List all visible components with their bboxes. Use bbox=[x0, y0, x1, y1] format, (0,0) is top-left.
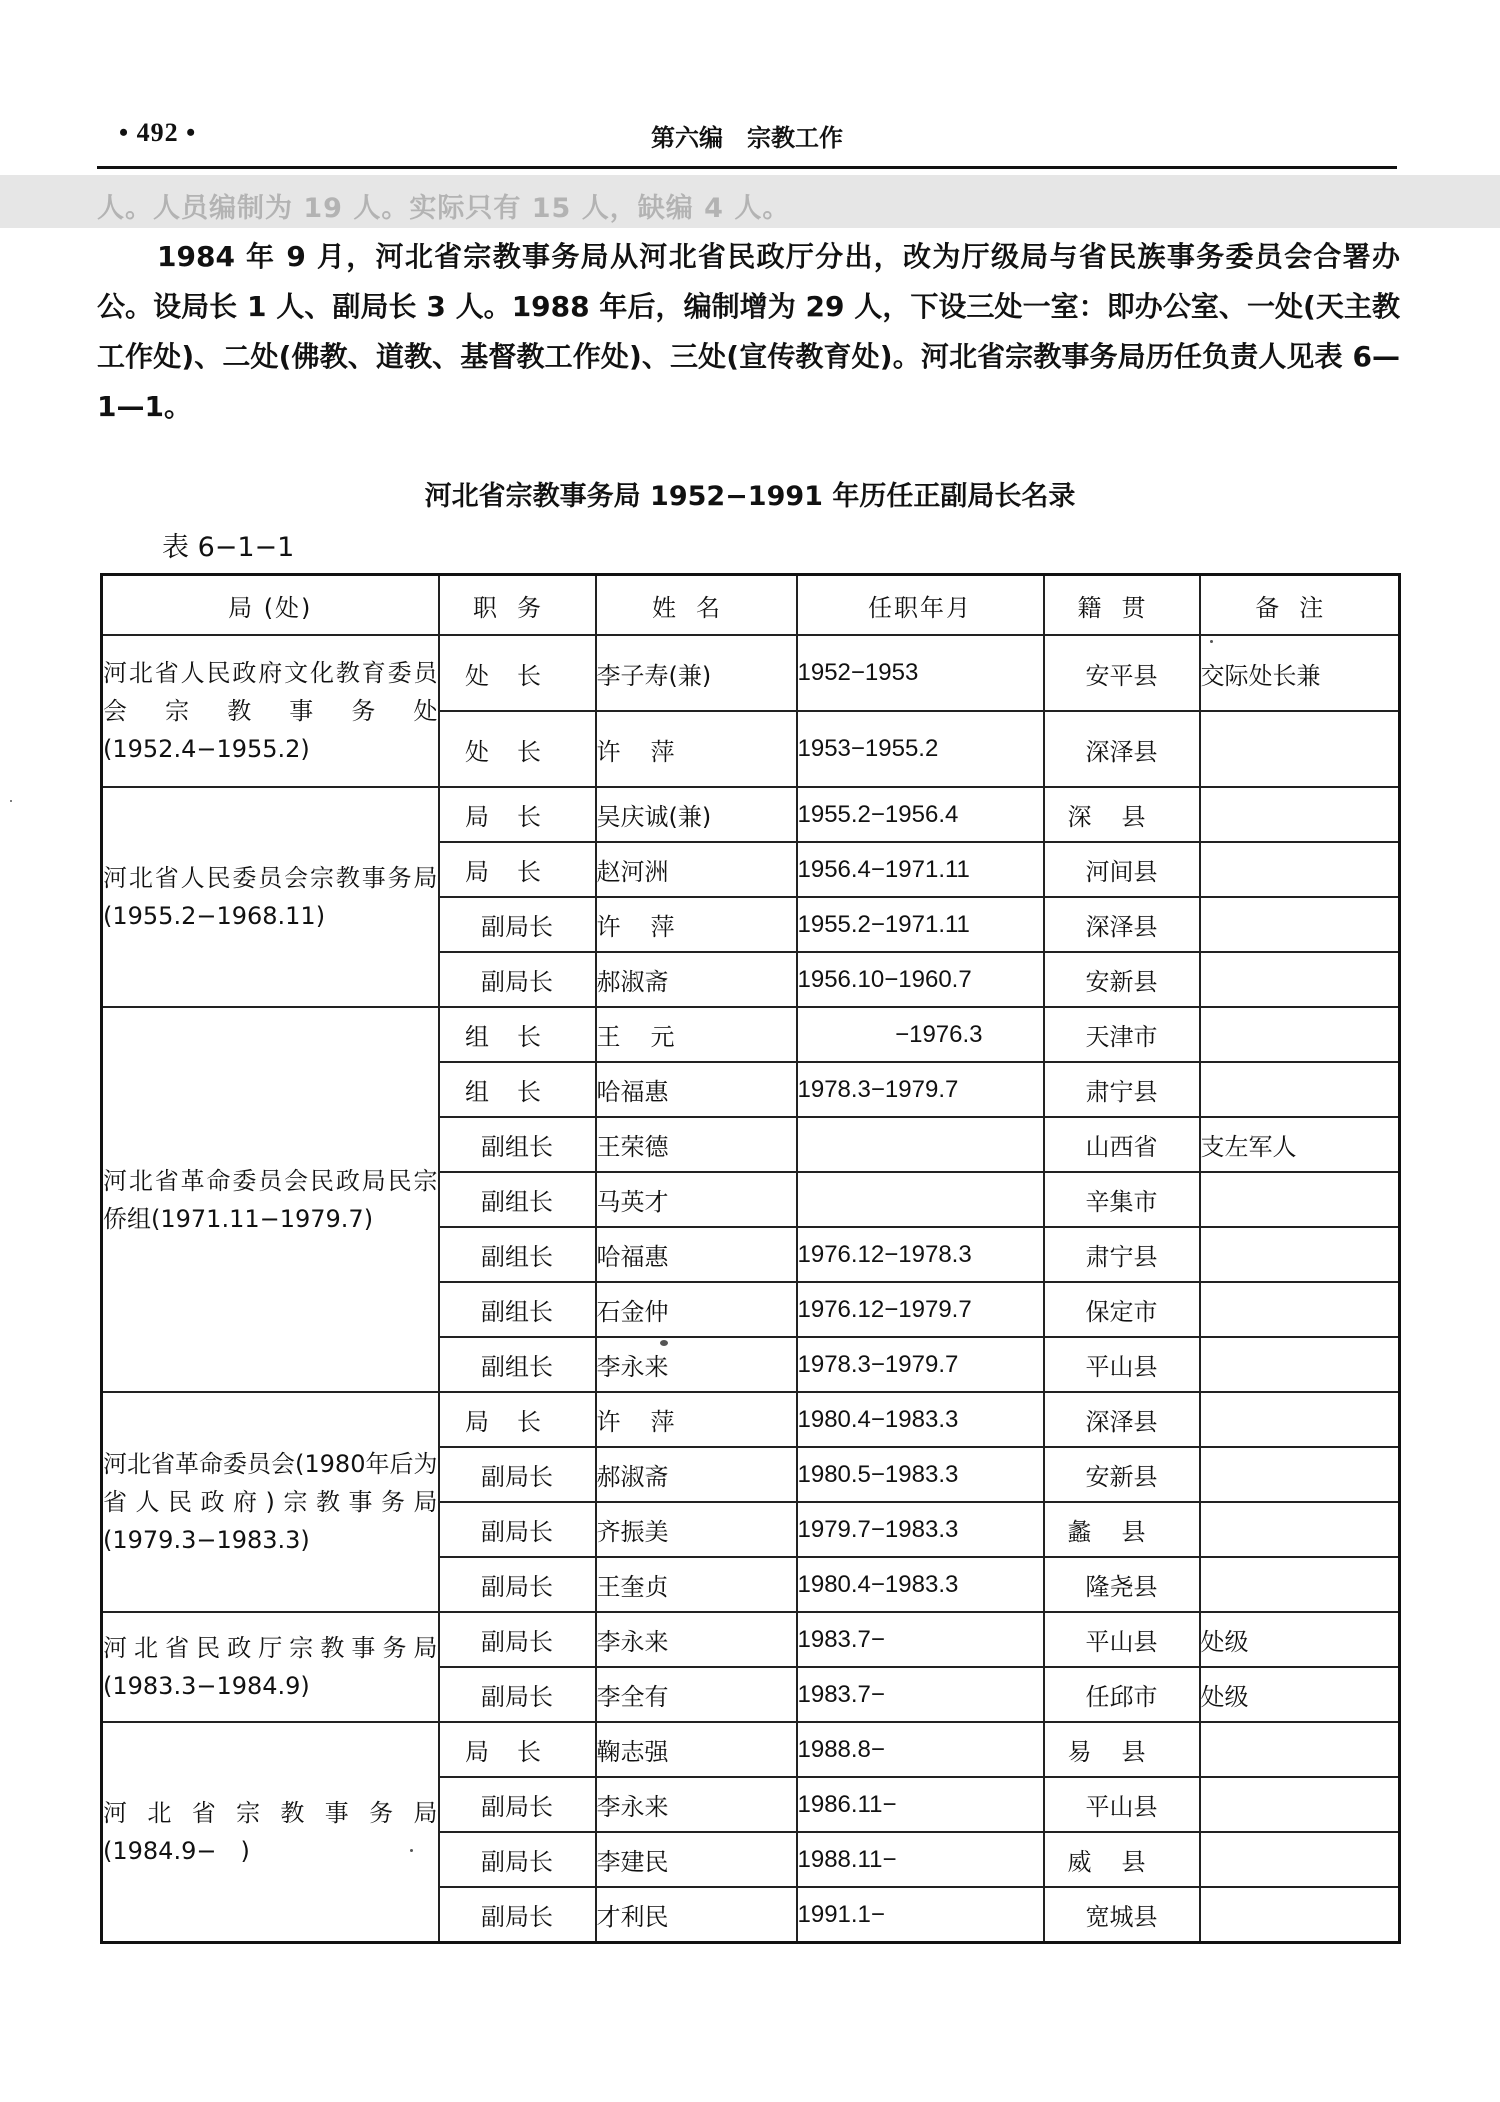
org-cell: 河北省革命委员会(1980年后为省人民政府)宗教事务局(1979.3−1983.3) bbox=[102, 1392, 439, 1612]
term-cell bbox=[797, 1557, 1044, 1612]
header-origin: 籍贯 bbox=[1044, 575, 1200, 636]
org-cell: 河北省人民委员会宗教事务局(1955.2−1968.11) bbox=[102, 787, 439, 1007]
term-cell-text: 1955.2−1956.4 bbox=[797, 800, 959, 828]
scan-speck bbox=[660, 1340, 668, 1346]
name-cell-text: 李建民 bbox=[596, 1848, 669, 1876]
term-cell bbox=[797, 1282, 1044, 1337]
name-cell bbox=[596, 1227, 797, 1282]
origin-cell-text: 肃宁县 bbox=[1085, 1243, 1158, 1271]
name-cell-text: 王荣德 bbox=[596, 1133, 669, 1161]
body-paragraph: 1984 年 9 月，河北省宗教事务局从河北省民政厅分出，改为厅级局与省民族事务委员会合署办公。设局长 1 人、副局长 3 人。1988 年后，编制增为 29 人，下设三处一室：即办公室、一处(天主教工作处)、二处(佛教、道教、基督教工作处)、三处(宣传教育处)。河北省宗教事务局历任负责人见表 6—1—1。 bbox=[97, 240, 1400, 423]
role-cell bbox=[439, 1007, 596, 1062]
org-cell: 河北省人民政府文化教育委员会宗教事务处(1952.4−1955.2) bbox=[102, 635, 439, 787]
role-cell-text: 副组长 bbox=[481, 1298, 553, 1326]
term-cell bbox=[797, 1667, 1044, 1722]
origin-cell-text: 肃宁县 bbox=[1085, 1078, 1158, 1106]
name-cell bbox=[596, 1172, 797, 1227]
note-cell-text: 处级 bbox=[1200, 1628, 1249, 1656]
role-cell-text: 副局长 bbox=[481, 913, 553, 941]
role-cell bbox=[439, 1557, 596, 1612]
name-cell-text: 才利民 bbox=[596, 1903, 669, 1931]
origin-cell bbox=[1044, 1722, 1200, 1777]
header-name: 姓名 bbox=[596, 575, 797, 636]
origin-cell bbox=[1044, 1777, 1200, 1832]
note-cell bbox=[1200, 1172, 1400, 1227]
role-cell bbox=[439, 1832, 596, 1887]
role-cell-text: 副局长 bbox=[481, 1518, 553, 1546]
table-row bbox=[102, 1392, 1400, 1447]
term-cell bbox=[797, 1062, 1044, 1117]
term-cell bbox=[797, 635, 1044, 711]
term-cell-text: 1991.1− bbox=[797, 1900, 885, 1928]
org-cell: 河北省民政厅宗教事务局(1983.3−1984.9) bbox=[102, 1612, 439, 1722]
name-cell-text: 李永来 bbox=[596, 1628, 669, 1656]
origin-cell bbox=[1044, 1667, 1200, 1722]
name-cell-text: 吴庆诚(兼) bbox=[596, 803, 712, 831]
role-cell bbox=[439, 1502, 596, 1557]
origin-cell-text: 平山县 bbox=[1085, 1793, 1158, 1821]
origin-cell bbox=[1044, 1392, 1200, 1447]
role-cell bbox=[439, 1612, 596, 1667]
role-cell bbox=[439, 787, 596, 842]
origin-cell bbox=[1044, 1117, 1200, 1172]
header-role: 职务 bbox=[439, 575, 596, 636]
role-cell-text: 副局长 bbox=[481, 1683, 553, 1711]
running-head bbox=[97, 118, 1397, 158]
term-cell-text: 1978.3−1979.7 bbox=[797, 1075, 959, 1103]
origin-cell bbox=[1044, 1832, 1200, 1887]
role-cell bbox=[439, 952, 596, 1007]
name-cell bbox=[596, 1887, 797, 1943]
role-cell-text: 组长 bbox=[465, 1023, 569, 1051]
origin-cell bbox=[1044, 1282, 1200, 1337]
role-cell-text: 副组长 bbox=[481, 1188, 553, 1216]
term-cell bbox=[797, 897, 1044, 952]
name-cell-text: 哈福惠 bbox=[596, 1243, 669, 1271]
note-cell-text: 交际处长兼 bbox=[1200, 661, 1321, 690]
note-cell bbox=[1200, 787, 1400, 842]
origin-cell-text: 平山县 bbox=[1085, 1628, 1158, 1656]
name-cell-text: 李永来 bbox=[596, 1353, 669, 1381]
origin-cell-text: 辛集市 bbox=[1085, 1188, 1158, 1216]
header-org: 局 (处) bbox=[102, 575, 439, 636]
name-cell bbox=[596, 1667, 797, 1722]
name-cell-text: 李子寿(兼) bbox=[596, 661, 712, 690]
term-cell-text: 1980.4−1983.3 bbox=[797, 1570, 959, 1598]
note-cell bbox=[1200, 1007, 1400, 1062]
section-title: 第六编 宗教工作 bbox=[651, 124, 843, 152]
term-cell-text: 1980.4−1983.3 bbox=[797, 1405, 959, 1433]
term-cell bbox=[797, 1337, 1044, 1392]
scan-speck bbox=[10, 800, 12, 802]
term-cell-text: 1953−1955.2 bbox=[797, 735, 939, 762]
table-row bbox=[102, 1722, 1400, 1777]
origin-cell-text: 安平县 bbox=[1085, 661, 1158, 690]
role-cell bbox=[439, 635, 596, 711]
origin-cell bbox=[1044, 711, 1200, 787]
term-cell bbox=[797, 1007, 1044, 1062]
faded-previous-line: 人。人员编制为 19 人。实际只有 15 人，缺编 4 人。 bbox=[97, 193, 791, 224]
name-cell bbox=[596, 1117, 797, 1172]
name-cell-text: 许萍 bbox=[596, 737, 705, 766]
role-cell bbox=[439, 1392, 596, 1447]
role-cell-text: 局长 bbox=[465, 803, 569, 831]
note-cell bbox=[1200, 711, 1400, 787]
name-cell bbox=[596, 1392, 797, 1447]
note-cell bbox=[1200, 1062, 1400, 1117]
table-label: 表 6−1−1 bbox=[162, 532, 295, 563]
origin-cell-text: 天津市 bbox=[1085, 1023, 1158, 1051]
role-cell bbox=[439, 897, 596, 952]
name-cell bbox=[596, 1557, 797, 1612]
term-cell bbox=[797, 1447, 1044, 1502]
name-cell-text: 郝淑斋 bbox=[596, 968, 669, 996]
name-cell bbox=[596, 711, 797, 787]
origin-cell bbox=[1044, 1887, 1200, 1943]
origin-cell bbox=[1044, 635, 1200, 711]
table-row bbox=[102, 635, 1400, 711]
role-cell-text: 副局长 bbox=[481, 1628, 553, 1656]
note-cell bbox=[1200, 1667, 1400, 1722]
role-cell bbox=[439, 1117, 596, 1172]
note-cell bbox=[1200, 1392, 1400, 1447]
role-cell-text: 局长 bbox=[465, 1738, 569, 1766]
name-cell-text: 哈福惠 bbox=[596, 1078, 669, 1106]
origin-cell-text: 深县 bbox=[1067, 803, 1176, 831]
origin-cell-text: 深泽县 bbox=[1085, 737, 1158, 766]
role-cell-text: 副局长 bbox=[481, 968, 553, 996]
table-title: 河北省宗教事务局 1952−1991 年历任正副局长名录 bbox=[424, 481, 1076, 512]
note-cell bbox=[1200, 1722, 1400, 1777]
origin-cell-text: 河间县 bbox=[1085, 858, 1158, 886]
name-cell-text: 李永来 bbox=[596, 1793, 669, 1821]
note-cell bbox=[1200, 1282, 1400, 1337]
origin-cell bbox=[1044, 1337, 1200, 1392]
term-cell-text: 1986.11− bbox=[797, 1790, 897, 1818]
name-cell-text: 赵河洲 bbox=[596, 858, 669, 886]
term-cell bbox=[797, 1777, 1044, 1832]
note-cell-text: 支左军人 bbox=[1200, 1133, 1297, 1161]
org-cell: 河北省革命委员会民政局民宗侨组(1971.11−1979.7) bbox=[102, 1007, 439, 1392]
origin-cell bbox=[1044, 842, 1200, 897]
term-cell bbox=[797, 1227, 1044, 1282]
role-cell-text: 局长 bbox=[465, 858, 569, 886]
name-cell bbox=[596, 1832, 797, 1887]
table-body bbox=[102, 635, 1400, 1943]
role-cell-text: 处长 bbox=[465, 661, 569, 690]
name-cell-text: 郝淑斋 bbox=[596, 1463, 669, 1491]
name-cell-text: 许萍 bbox=[596, 913, 705, 941]
name-cell bbox=[596, 897, 797, 952]
name-cell bbox=[596, 1722, 797, 1777]
header-note: 备注 bbox=[1200, 575, 1400, 636]
role-cell bbox=[439, 1887, 596, 1943]
note-cell bbox=[1200, 1612, 1400, 1667]
origin-cell-text: 威县 bbox=[1067, 1848, 1176, 1876]
name-cell bbox=[596, 952, 797, 1007]
term-cell bbox=[797, 1722, 1044, 1777]
role-cell bbox=[439, 1062, 596, 1117]
name-cell-text: 王奎贞 bbox=[596, 1573, 669, 1601]
scan-speck bbox=[1210, 640, 1213, 643]
origin-cell-text: 平山县 bbox=[1085, 1353, 1158, 1381]
faded-overlay-band bbox=[0, 175, 1500, 228]
note-cell bbox=[1200, 635, 1400, 711]
note-cell bbox=[1200, 1777, 1400, 1832]
name-cell bbox=[596, 1612, 797, 1667]
table-row bbox=[102, 1007, 1400, 1062]
role-cell-text: 副局长 bbox=[481, 1848, 553, 1876]
origin-cell-text: 任邱市 bbox=[1085, 1683, 1158, 1711]
name-cell bbox=[596, 842, 797, 897]
name-cell bbox=[596, 787, 797, 842]
term-cell bbox=[797, 1172, 1044, 1227]
note-cell bbox=[1200, 1447, 1400, 1502]
name-cell bbox=[596, 1337, 797, 1392]
name-cell-text: 齐振美 bbox=[596, 1518, 669, 1546]
term-cell-text: 1979.7−1983.3 bbox=[797, 1515, 959, 1543]
role-cell bbox=[439, 1172, 596, 1227]
origin-cell-text: 保定市 bbox=[1085, 1298, 1158, 1326]
note-cell-text: 处级 bbox=[1200, 1683, 1249, 1711]
origin-cell bbox=[1044, 952, 1200, 1007]
origin-cell bbox=[1044, 1557, 1200, 1612]
term-cell-text: 1988.8− bbox=[797, 1735, 885, 1763]
term-cell-text: 1955.2−1971.11 bbox=[797, 910, 970, 938]
origin-cell-text: 安新县 bbox=[1085, 1463, 1158, 1491]
origin-cell-text: 隆尧县 bbox=[1085, 1573, 1158, 1601]
header-rule bbox=[97, 166, 1397, 169]
term-cell bbox=[797, 1887, 1044, 1943]
origin-cell-text: 蠡县 bbox=[1067, 1518, 1176, 1546]
role-cell bbox=[439, 842, 596, 897]
role-cell bbox=[439, 711, 596, 787]
name-cell-text: 石金仲 bbox=[596, 1298, 669, 1326]
role-cell-text: 副组长 bbox=[481, 1353, 553, 1381]
table-header-row bbox=[102, 575, 1400, 636]
origin-cell-text: 山西省 bbox=[1085, 1133, 1158, 1161]
role-cell bbox=[439, 1282, 596, 1337]
name-cell-text: 马英才 bbox=[596, 1188, 669, 1216]
term-cell-text: 1978.3−1979.7 bbox=[797, 1350, 959, 1378]
term-cell-text: 1952−1953 bbox=[797, 659, 919, 686]
note-cell bbox=[1200, 1502, 1400, 1557]
name-cell-text: 鞠志强 bbox=[596, 1738, 669, 1766]
role-cell bbox=[439, 1777, 596, 1832]
role-cell-text: 副局长 bbox=[481, 1903, 553, 1931]
term-cell bbox=[797, 1612, 1044, 1667]
table-row bbox=[102, 787, 1400, 842]
role-cell-text: 局长 bbox=[465, 1408, 569, 1436]
term-cell-text: 1956.4−1971.11 bbox=[797, 855, 970, 883]
role-cell bbox=[439, 1722, 596, 1777]
role-cell bbox=[439, 1447, 596, 1502]
term-cell bbox=[797, 1392, 1044, 1447]
origin-cell bbox=[1044, 1502, 1200, 1557]
note-cell bbox=[1200, 842, 1400, 897]
term-cell-text: −1976.3 bbox=[895, 1020, 983, 1048]
name-cell bbox=[596, 1007, 797, 1062]
term-cell bbox=[797, 787, 1044, 842]
origin-cell bbox=[1044, 1612, 1200, 1667]
name-cell bbox=[596, 1447, 797, 1502]
name-cell bbox=[596, 1062, 797, 1117]
role-cell-text: 组长 bbox=[465, 1078, 569, 1106]
origin-cell-text: 易县 bbox=[1067, 1738, 1176, 1766]
role-cell bbox=[439, 1227, 596, 1282]
term-cell-text: 1956.10−1960.7 bbox=[797, 965, 972, 993]
note-cell bbox=[1200, 1227, 1400, 1282]
note-cell bbox=[1200, 1832, 1400, 1887]
note-cell bbox=[1200, 897, 1400, 952]
origin-cell-text: 宽城县 bbox=[1085, 1903, 1158, 1931]
name-cell bbox=[596, 1282, 797, 1337]
term-cell bbox=[797, 711, 1044, 787]
origin-cell bbox=[1044, 1007, 1200, 1062]
body-text bbox=[97, 232, 1400, 432]
origin-cell-text: 深泽县 bbox=[1085, 913, 1158, 941]
page-number: • 492 • bbox=[119, 118, 197, 147]
role-cell-text: 副局长 bbox=[481, 1463, 553, 1491]
term-cell-text: 1976.12−1978.3 bbox=[797, 1240, 972, 1268]
role-cell-text: 副组长 bbox=[481, 1243, 553, 1271]
term-cell bbox=[797, 1832, 1044, 1887]
term-cell bbox=[797, 1117, 1044, 1172]
term-cell-text: 1980.5−1983.3 bbox=[797, 1460, 959, 1488]
header-term: 任职年月 bbox=[797, 575, 1044, 636]
term-cell-text: 1976.12−1979.7 bbox=[797, 1295, 972, 1323]
scan-speck bbox=[410, 1849, 413, 1852]
name-cell bbox=[596, 635, 797, 711]
origin-cell bbox=[1044, 1227, 1200, 1282]
term-cell-text: 1983.7− bbox=[797, 1625, 885, 1653]
name-cell-text: 许萍 bbox=[596, 1408, 705, 1436]
origin-cell bbox=[1044, 1172, 1200, 1227]
role-cell-text: 副局长 bbox=[481, 1573, 553, 1601]
table-row bbox=[102, 1612, 1400, 1667]
note-cell bbox=[1200, 1557, 1400, 1612]
role-cell-text: 副组长 bbox=[481, 1133, 553, 1161]
name-cell-text: 王元 bbox=[596, 1023, 705, 1051]
origin-cell bbox=[1044, 1447, 1200, 1502]
leaders-table bbox=[100, 573, 1401, 1944]
name-cell bbox=[596, 1502, 797, 1557]
note-cell bbox=[1200, 1117, 1400, 1172]
term-cell bbox=[797, 1502, 1044, 1557]
term-cell-text: 1988.11− bbox=[797, 1845, 897, 1873]
origin-cell-text: 深泽县 bbox=[1085, 1408, 1158, 1436]
name-cell-text: 李全有 bbox=[596, 1683, 669, 1711]
note-cell bbox=[1200, 1887, 1400, 1943]
origin-cell bbox=[1044, 897, 1200, 952]
org-cell: 河北省宗教事务局(1984.9− ) bbox=[102, 1722, 439, 1943]
role-cell-text: 副局长 bbox=[481, 1793, 553, 1821]
name-cell bbox=[596, 1777, 797, 1832]
note-cell bbox=[1200, 1337, 1400, 1392]
role-cell bbox=[439, 1667, 596, 1722]
origin-cell-text: 安新县 bbox=[1085, 968, 1158, 996]
term-cell-text: 1983.7− bbox=[797, 1680, 885, 1708]
role-cell bbox=[439, 1337, 596, 1392]
role-cell-text: 处长 bbox=[465, 737, 569, 766]
term-cell bbox=[797, 952, 1044, 1007]
term-cell bbox=[797, 842, 1044, 897]
note-cell bbox=[1200, 952, 1400, 1007]
origin-cell bbox=[1044, 787, 1200, 842]
origin-cell bbox=[1044, 1062, 1200, 1117]
